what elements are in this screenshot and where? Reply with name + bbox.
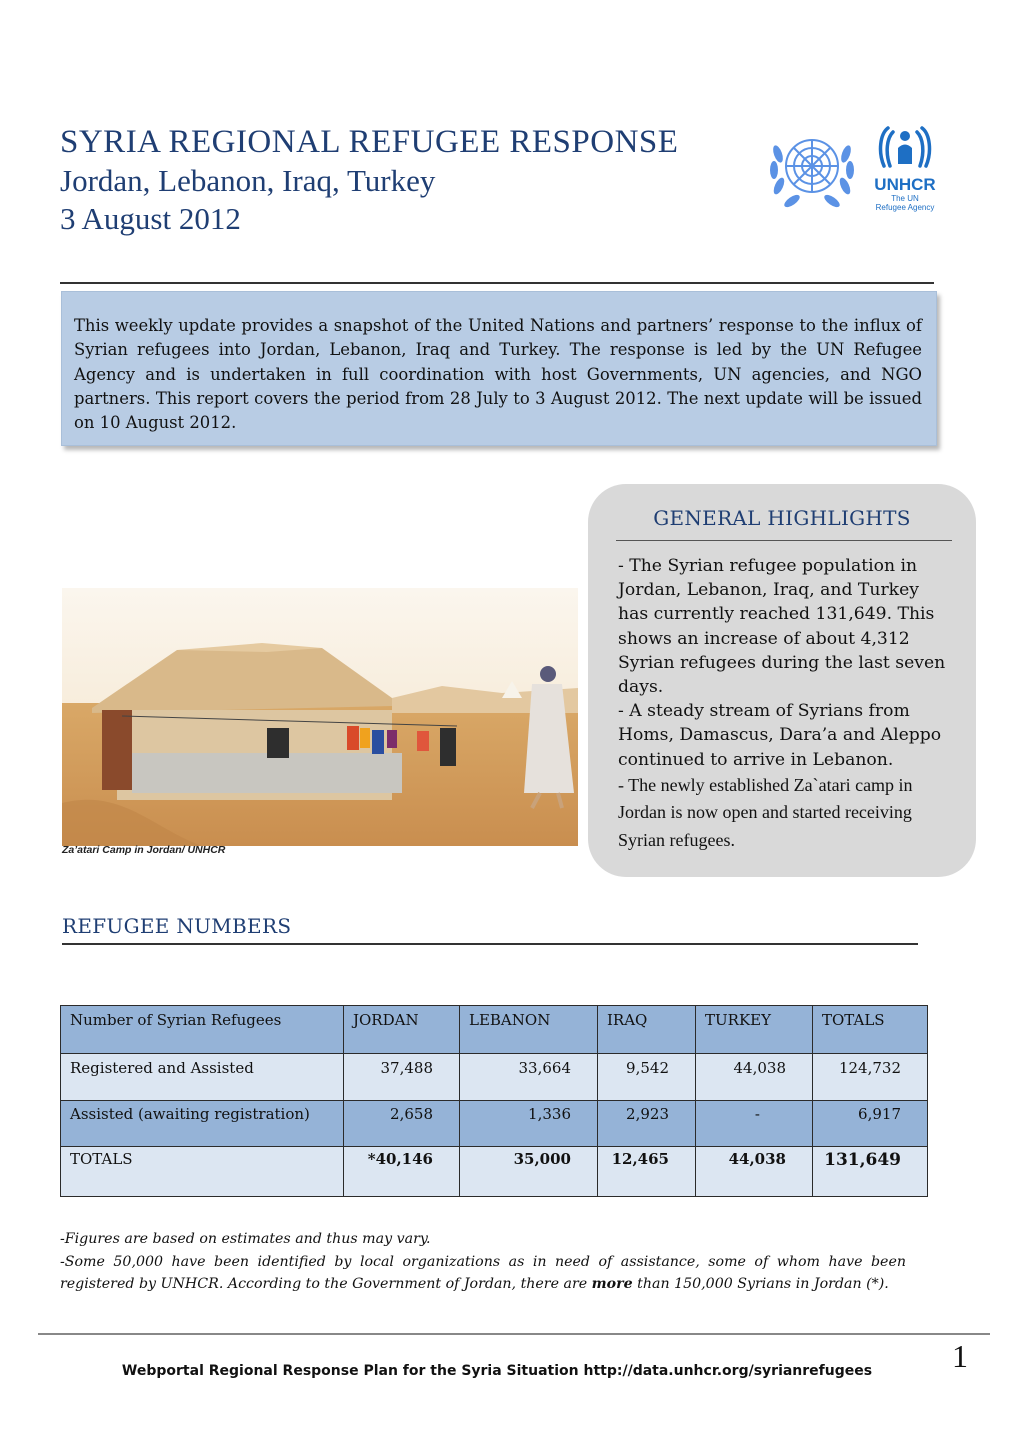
photo-caption: Za’atari Camp in Jordan/ UNHCR xyxy=(62,844,226,856)
note-emphasis: more xyxy=(591,1276,633,1292)
report-countries: Jordan, Lebanon, Iraq, Turkey xyxy=(60,163,436,198)
note-text: -Some 50,000 have been identified by local organizations as in need of assistance, some of whom have been registered by UNHCR. According to the Government of Jordan, there are xyxy=(60,1253,906,1292)
unhcr-hands-icon xyxy=(874,122,936,170)
table-cell: 1,336 xyxy=(460,1101,598,1147)
intro-text: This weekly update provides a snapshot of the United Nations and partners’ response to the influx of Syrian refugees into Jordan, Lebanon, Iraq and Turkey. The response is led by the UN Refugee Agency and is undertaken in full coordination with host Governments, UN agencies, and NGO partners. This report covers the period from 28 July to 3 August 2012. The next update will be issued on 10 August 2012. xyxy=(74,316,922,433)
header-divider xyxy=(60,282,934,284)
highlights-title: GENERAL HIGHLIGHTS xyxy=(653,506,911,530)
column-header: TURKEY xyxy=(696,1006,813,1054)
table-cell: 33,664 xyxy=(460,1054,598,1101)
table-cell: - xyxy=(696,1101,813,1147)
highlight-item: - The Syrian refugee population in Jordan, Lebanon, Iraq, and Turkey has currently reached 131,649. This shows an increase of about 4,312 Syrian refugees during the last seven days. xyxy=(618,556,946,698)
highlights-list xyxy=(618,554,953,854)
tent-scene-image xyxy=(62,588,578,846)
column-header: Number of Syrian Refugees xyxy=(61,1006,344,1054)
report-title-block xyxy=(60,122,678,238)
report-title: SYRIA REGIONAL REFUGEE RESPONSE xyxy=(60,124,679,160)
table-cell: 6,917 xyxy=(813,1101,928,1147)
unhcr-wordmark: UNHCR xyxy=(874,175,936,194)
footer-webportal-text: Webportal Regional Response Plan for the Syria Situation http://data.unhcr.org/syrianrefugees xyxy=(121,1363,873,1379)
table-cell: 44,038 xyxy=(696,1054,813,1101)
table-cell: 12,465 xyxy=(598,1147,696,1197)
table-row xyxy=(61,1054,928,1101)
table-cell: 2,658 xyxy=(344,1101,460,1147)
column-header: TOTALS xyxy=(813,1006,928,1054)
unhcr-logo xyxy=(866,122,944,217)
unhcr-tagline: The UN xyxy=(891,194,919,203)
general-highlights-panel xyxy=(588,484,976,877)
report-date: 3 August 2012 xyxy=(60,201,241,236)
column-header: JORDAN xyxy=(344,1006,460,1054)
column-header: IRAQ xyxy=(598,1006,696,1054)
camp-photo xyxy=(62,588,578,846)
table-cell: 35,000 xyxy=(460,1147,598,1197)
note-line xyxy=(60,1251,906,1296)
table-cell: 44,038 xyxy=(696,1147,813,1197)
table-cell: 124,732 xyxy=(813,1054,928,1101)
highlight-item: - The newly established Za`atari camp in Jordan is now open and started receiving Syrian refugees. xyxy=(618,774,913,850)
un-emblem-icon xyxy=(766,124,858,214)
table-header-row xyxy=(61,1006,928,1054)
refugee-numbers-title: REFUGEE NUMBERS xyxy=(62,914,292,938)
unhcr-tagline: Refugee Agency xyxy=(875,203,935,212)
table-cell: 37,488 xyxy=(344,1054,460,1101)
table-notes xyxy=(60,1228,906,1296)
refugee-numbers-table xyxy=(60,1005,928,1197)
note-line: -Figures are based on estimates and thus may vary. xyxy=(60,1231,431,1247)
section-divider xyxy=(62,943,918,945)
table-cell: 9,542 xyxy=(598,1054,696,1101)
table-row xyxy=(61,1101,928,1147)
note-text: than 150,000 Syrians in Jordan (*). xyxy=(632,1276,889,1292)
table-cell: *40,146 xyxy=(344,1147,460,1197)
grand-total-cell: 131,649 xyxy=(813,1147,928,1197)
table-cell: 2,923 xyxy=(598,1101,696,1147)
page-number: 1 xyxy=(952,1338,968,1374)
row-label: Assisted (awaiting registration) xyxy=(61,1101,344,1147)
intro-box xyxy=(61,291,937,446)
footer-divider xyxy=(38,1333,990,1335)
highlights-divider xyxy=(616,540,952,541)
row-label: TOTALS xyxy=(61,1147,344,1197)
highlight-item: - A steady stream of Syrians from Homs, Damascus, Dara’a and Aleppo continued to arrive in Lebanon. xyxy=(618,701,942,770)
table-totals-row xyxy=(61,1147,928,1197)
logos xyxy=(766,122,946,217)
row-label: Registered and Assisted xyxy=(61,1054,344,1101)
column-header: LEBANON xyxy=(460,1006,598,1054)
